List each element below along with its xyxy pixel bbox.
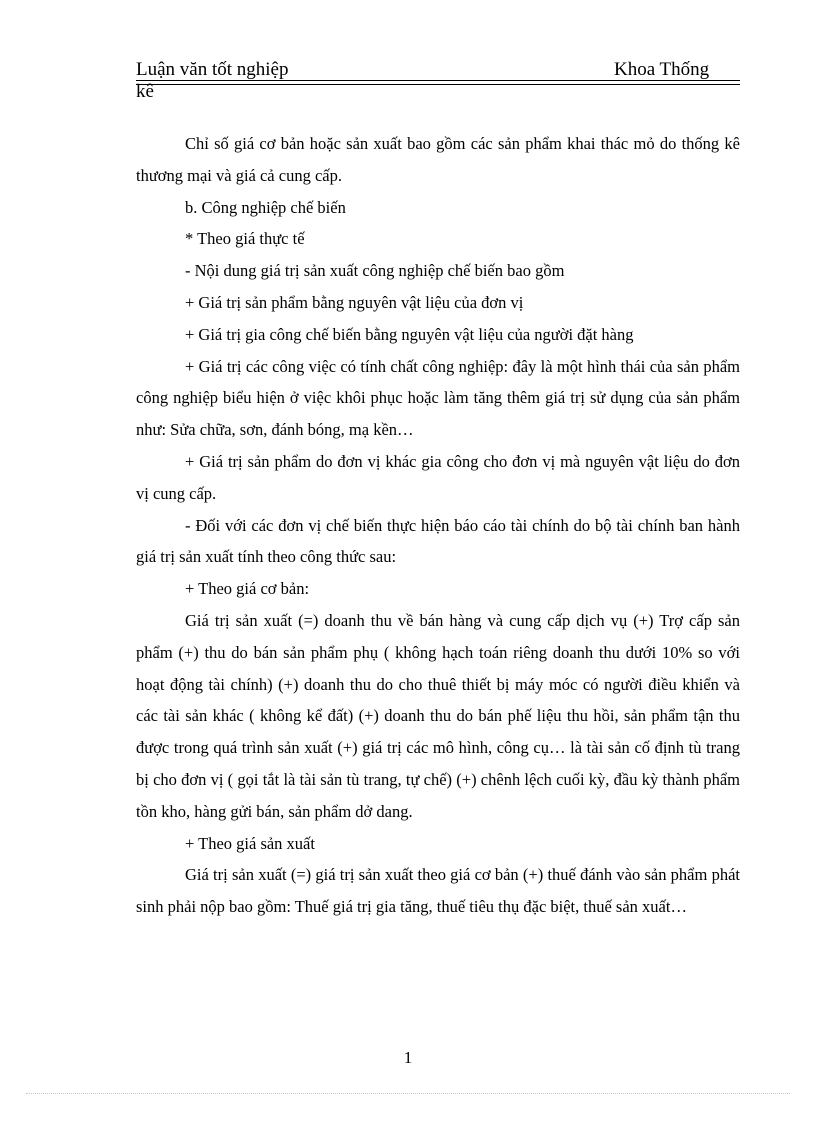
list-item: + Giá trị sản phẩm do đơn vị khác gia công cho đơn vị mà nguyên vật liệu do đơn vị cung cấp. <box>136 451 740 503</box>
header-faculty: Khoa Thống <box>614 59 710 80</box>
header-faculty-continued: kê <box>136 81 154 102</box>
subheading: * Theo giá thực tế <box>185 229 305 249</box>
list-item: + Giá trị các công việc có tính chất công nghiệp: đây là một hình thái của sản phẩm công nghiệp biểu hiện ở việc khôi phục hoặc làm tăng thêm giá trị sử dụng của sản phẩm như: Sửa chữa, sơn, đánh bóng, mạ kền… <box>136 356 740 440</box>
list-item: + Theo giá sản xuất <box>185 833 315 853</box>
footer-divider <box>26 1093 790 1094</box>
header-thesis-title: Luận văn tốt nghiệp <box>136 59 289 80</box>
list-item: + Giá trị gia công chế biến bằng nguyên vật liệu của người đặt hàng <box>185 324 634 344</box>
section-heading: b. Công nghiệp chế biến <box>185 197 346 217</box>
page-number: 1 <box>403 1048 413 1067</box>
header-rule-double <box>136 84 740 85</box>
paragraph-intro: Chỉ số giá cơ bản hoặc sản xuất bao gồm các sản phẩm khai thác mỏ do thống kê thương mại và giá cả cung cấp. <box>136 134 740 185</box>
list-item: + Theo giá cơ bản: <box>185 579 310 599</box>
document-body <box>136 128 740 923</box>
header-rule <box>136 80 740 81</box>
list-item: + Giá trị sản phẩm bằng nguyên vật liệu của đơn vị <box>185 292 524 312</box>
paragraph: Giá trị sản xuất (=) giá trị sản xuất theo giá cơ bản (+) thuế đánh vào sản phẩm phát sinh phải nộp bao gồm: Thuế giá trị gia tăng, thuế tiêu thụ đặc biệt, thuế sản xuất… <box>136 865 740 917</box>
paragraph: Giá trị sản xuất (=) doanh thu về bán hàng và cung cấp dịch vụ (+) Trợ cấp sản phẩm (+) thu do bán sản phẩm phụ ( không hạch toán riêng doanh thu dưới 10% so với hoạt động tài chính) (+) doanh thu do cho thuê thiết bị máy móc có người điều khiển và các tài sản khác ( không kể đất) (+) doanh thu do bán phế liệu thu hồi, sản phẩm tận thu được trong quá trình sản xuất (+) giá trị các mô hình, công cụ… là tài sản cố định tù trang bị cho đơn vị ( gọi tắt là tài sản tù trang, tự chế) (+) chênh lệch cuối kỳ, đầu kỳ thành phẩm tồn kho, hàng gửi bán, sản phẩm dở dang. <box>136 610 740 821</box>
page-header <box>136 58 740 102</box>
list-item: - Đối với các đơn vị chế biến thực hiện báo cáo tài chính do bộ tài chính ban hành giá trị sản xuất tính theo công thức sau: <box>136 515 740 567</box>
list-item: - Nội dung giá trị sản xuất công nghiệp chế biến bao gồm <box>185 261 565 281</box>
